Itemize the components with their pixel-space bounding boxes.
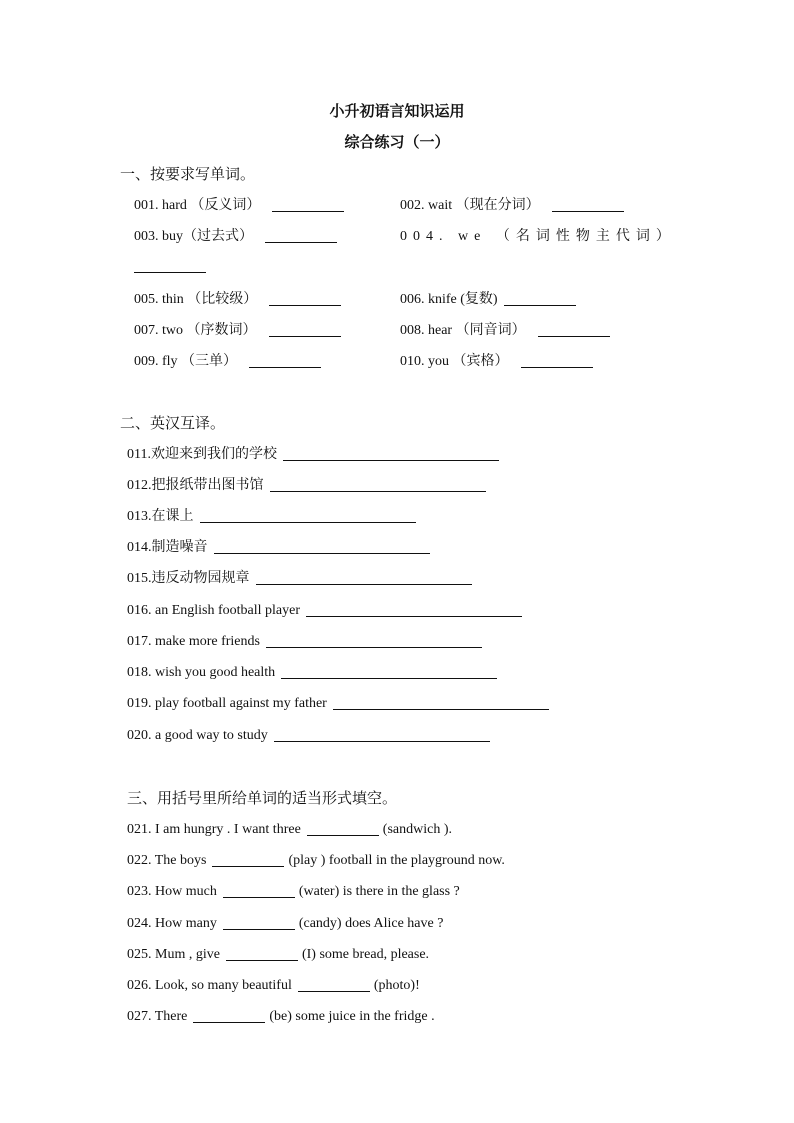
item-text-before: 025. Mum , give (127, 947, 220, 962)
translation-item (127, 664, 497, 682)
exercise-item (400, 228, 676, 246)
answer-blank[interactable] (223, 915, 295, 930)
item-text: 006. knife (复数) (400, 292, 498, 307)
fill-in-item (127, 946, 429, 964)
item-text-before: 024. How many (127, 916, 217, 931)
item-text: 004. we （名词性物主代词） (400, 229, 676, 244)
item-text-after: (photo)! (373, 978, 420, 993)
item-text: 017. make more friends (127, 634, 260, 649)
exercise-item (134, 322, 341, 340)
fill-in-item (127, 1008, 435, 1026)
item-text-before: 021. I am hungry . I want three (127, 822, 301, 837)
section1-heading: 一、按要求写单词。 (120, 167, 256, 183)
answer-blank[interactable] (298, 977, 370, 992)
answer-blank[interactable] (249, 353, 321, 368)
fill-in-item (127, 821, 452, 839)
answer-blank[interactable] (274, 727, 490, 742)
answer-blank[interactable] (223, 883, 295, 898)
answer-blank[interactable] (307, 821, 379, 836)
exercise-item (400, 197, 624, 215)
translation-item (127, 695, 549, 713)
answer-blank[interactable] (214, 539, 430, 554)
section3-heading: 三、用括号里所给单词的适当形式填空。 (127, 791, 398, 807)
item-text-before: 023. How much (127, 884, 217, 899)
section2-heading: 二、英汉互译。 (120, 416, 226, 432)
item-text-after: (sandwich ). (382, 822, 452, 837)
item-text-after: (play ) football in the playground now. (288, 853, 505, 868)
fill-in-item (127, 977, 420, 995)
answer-blank[interactable] (270, 477, 486, 492)
translation-item (127, 539, 430, 557)
item-text-after: (water) is there in the glass ? (298, 884, 460, 899)
answer-blank[interactable] (134, 258, 206, 273)
item-text: 011.欢迎来到我们的学校 (127, 447, 277, 462)
item-text: 020. a good way to study (127, 728, 268, 743)
translation-item (127, 570, 472, 588)
answer-blank[interactable] (272, 197, 344, 212)
item-text: 016. an English football player (127, 603, 301, 618)
answer-blank[interactable] (306, 602, 522, 617)
exercise-item (400, 291, 576, 309)
exercise-item (400, 322, 610, 340)
item-text: 015.违反动物园规章 (127, 571, 250, 586)
answer-blank[interactable] (212, 852, 284, 867)
item-text: 013.在课上 (127, 509, 194, 524)
item-text: 012.把报纸带出图书馆 (127, 478, 264, 493)
answer-blank[interactable] (193, 1008, 265, 1023)
item-text: 014.制造噪音 (127, 540, 208, 555)
fill-in-item (127, 852, 505, 870)
item-text: 018. wish you good health (127, 665, 276, 680)
exercise-item (400, 353, 593, 371)
fill-in-item (127, 915, 443, 933)
answer-blank[interactable] (265, 228, 337, 243)
item-text: 001. hard （反义词） (134, 198, 261, 213)
answer-blank[interactable] (504, 291, 576, 306)
item-text: 002. wait （现在分词） (400, 198, 540, 213)
item-text-before: 026. Look, so many beautiful (127, 978, 292, 993)
answer-blank[interactable] (256, 570, 472, 585)
answer-blank[interactable] (269, 322, 341, 337)
answer-blank[interactable] (266, 633, 482, 648)
answer-blank[interactable] (538, 322, 610, 337)
item-text: 019. play football against my father (127, 696, 327, 711)
item-text-after: (candy) does Alice have ? (298, 916, 444, 931)
answer-blank[interactable] (333, 695, 549, 710)
translation-item (127, 508, 416, 526)
item-text-after: (be) some juice in the fridge . (269, 1009, 435, 1024)
answer-blank[interactable] (200, 508, 416, 523)
item-text: 010. you （宾格） (400, 354, 509, 369)
exercise-item (134, 197, 344, 215)
page-title: 小升初语言知识运用 (329, 104, 465, 120)
exercise-item (134, 228, 337, 246)
answer-blank[interactable] (269, 291, 341, 306)
item-text: 005. thin （比较级） (134, 292, 258, 307)
answer-blank[interactable] (552, 197, 624, 212)
answer-blank[interactable] (281, 664, 497, 679)
answer-blank[interactable] (283, 446, 499, 461)
exercise-item (134, 353, 321, 371)
item-text-before: 027. There (127, 1009, 188, 1024)
fill-in-item (127, 883, 460, 901)
answer-blank[interactable] (226, 946, 298, 961)
translation-item (127, 633, 482, 651)
translation-item (127, 477, 486, 495)
answer-blank[interactable] (521, 353, 593, 368)
translation-item (127, 727, 490, 745)
item-text: 003. buy（过去式） (134, 229, 253, 244)
translation-item (127, 446, 499, 464)
item-text: 008. hear （同音词） (400, 323, 526, 338)
item-text-before: 022. The boys (127, 853, 207, 868)
item-text-after: (I) some bread, please. (301, 947, 430, 962)
item-text: 009. fly （三单） (134, 354, 238, 369)
translation-item (127, 602, 522, 620)
item-text: 007. two （序数词） (134, 323, 257, 338)
page-subtitle: 综合练习（一） (344, 135, 450, 151)
exercise-item (134, 291, 341, 309)
exercise-item-continuation (134, 258, 206, 276)
